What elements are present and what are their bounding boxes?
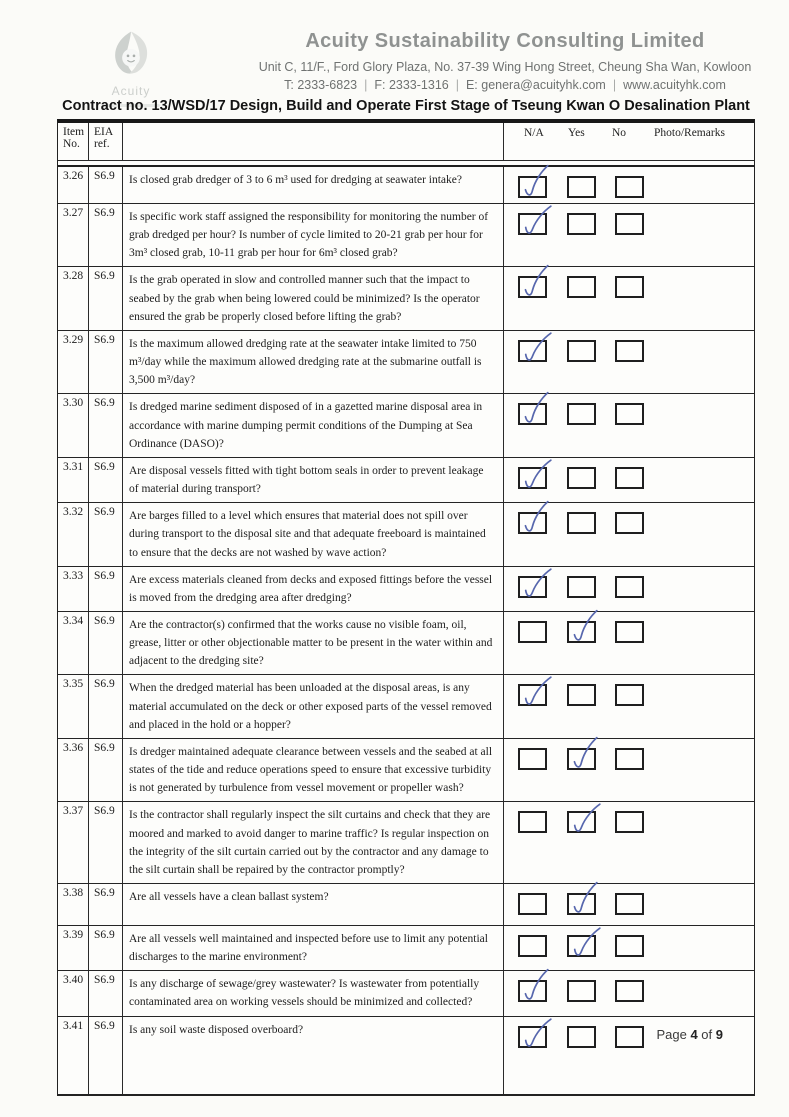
question-text: Are the contractor(s) confirmed that the works cause no visible foam, oil, grease, litter or other objectionable matter to be present in the water within and adjacent to the dredging site? [123,612,504,674]
checkbox-na[interactable] [518,213,547,235]
header-na: N/A [524,127,544,139]
check-mark-icon [521,675,553,713]
table-header-row [58,123,754,161]
company-address: Unit C, 11/F., Ford Glory Plaza, No. 37-39 Wing Hong Street, Cheung Sha Wan, Kowloon [258,60,752,74]
checkbox-no[interactable] [615,684,644,706]
checkbox-na[interactable] [518,340,547,362]
question-text: Is specific work staff assigned the responsibility for monitoring the number of grab dredged per hour? Is number of cycle limited to 20-21 grab per hour for 3m³ closed grab, 10-11 grab per hour for 6m³ closed grab? [123,204,504,266]
checkbox-no[interactable] [615,1026,644,1048]
checkbox-no[interactable] [615,467,644,489]
checkbox-no[interactable] [615,512,644,534]
question-text: When the dredged material has been unloaded at the disposal areas, is any material accumulated on the deck or other exposed parts of the vessel removed and placed in the hold or a hopper? [123,675,504,737]
letterhead [255,30,755,92]
answer-cell [504,567,754,611]
answer-cell [504,739,754,801]
eia-ref: S6.9 [89,331,123,393]
item-no: 3.39 [58,926,89,970]
table-row [58,884,754,926]
company-name: Acuity Sustainability Consulting Limited [305,30,705,52]
question-text: Are all vessels well maintained and inspected before use to limit any potential discharges to the marine environment? [123,926,504,970]
eia-ref: S6.9 [89,167,123,203]
check-mark-icon [521,1016,553,1054]
checkbox-na[interactable] [518,403,547,425]
item-no: 3.40 [58,971,89,1015]
table-row [58,1017,754,1094]
question-text: Is any soil waste disposed overboard? [123,1017,504,1094]
table-row [58,267,754,330]
checkbox-no[interactable] [615,935,644,957]
company-contacts [255,78,755,92]
answer-cell [504,675,754,737]
checkbox-no[interactable] [615,576,644,598]
checkbox-no[interactable] [615,213,644,235]
checkbox-yes[interactable] [567,403,596,425]
header-eia-ref: EIA ref. [89,123,123,160]
contact-separator: | [364,78,368,92]
eia-ref: S6.9 [89,204,123,266]
checkbox-yes[interactable] [567,176,596,198]
checkbox-yes[interactable] [567,276,596,298]
table-row [58,675,754,738]
checkbox-yes[interactable] [567,340,596,362]
checkbox-yes[interactable] [567,467,596,489]
check-mark-icon [521,566,553,604]
question-text: Are disposal vessels fitted with tight bottom seals in order to prevent leakage of material during transport? [123,458,504,502]
checkbox-yes[interactable] [567,684,596,706]
eia-ref: S6.9 [89,739,123,801]
item-no: 3.28 [58,267,89,329]
item-no: 3.37 [58,802,89,883]
check-mark-icon [569,881,601,919]
answer-cell [504,926,754,970]
answer-cell [504,802,754,883]
answer-cell [504,884,754,925]
table-row [58,802,754,884]
item-no: 3.41 [58,1017,89,1094]
checkbox-na[interactable] [518,935,547,957]
answer-cell [504,167,754,203]
item-no: 3.27 [58,204,89,266]
checkbox-na[interactable] [518,576,547,598]
question-text: Is the contractor shall regularly inspect the silt curtains and check that they are moored and marked to avoid danger to marine traffic? Is regular inspection on the integrity of the silt curtain carried out by the contractor and any damage to the silt curtain shall be repaired by the contractor promptly? [123,802,504,883]
eia-ref: S6.9 [89,971,123,1015]
page-number [656,1027,723,1042]
checkbox-no[interactable] [615,980,644,1002]
check-mark-icon [520,391,552,429]
header-answers [504,123,754,160]
phone: T: 2333-6823 [284,78,358,92]
logo-wordmark: Acuity [111,84,151,98]
table-row [58,971,754,1016]
eia-ref: S6.9 [89,394,123,456]
checkbox-na[interactable] [518,621,547,643]
item-no: 3.31 [58,458,89,502]
answer-cell [504,331,754,393]
check-mark-icon [569,609,601,647]
question-text: Are all vessels have a clean ballast system? [123,884,504,925]
check-mark-icon [570,925,602,963]
checkbox-yes[interactable] [567,893,596,915]
check-mark-icon [570,802,602,840]
table-row [58,458,754,503]
table-row [58,204,754,267]
question-text: Is any discharge of sewage/grey wastewater? Is wastewater from potentially contaminated area on working vessels should be minimized and collected? [123,971,504,1015]
check-mark-icon [520,968,552,1006]
acuity-leaf-logo-icon [103,26,159,82]
checkbox-na[interactable] [518,980,547,1002]
eia-ref: S6.9 [89,503,123,565]
check-mark-icon [520,164,552,202]
checkbox-yes[interactable] [567,621,596,643]
table-row [58,612,754,675]
checkbox-no[interactable] [615,403,644,425]
item-no: 3.26 [58,167,89,203]
item-no: 3.32 [58,503,89,565]
question-text: Is the grab operated in slow and controlled manner such that the impact to seabed by the grab when being lowered could be minimized? Is the operator ensured the grab be properly closed before lifting the grab? [123,267,504,329]
eia-ref: S6.9 [89,675,123,737]
checklist-table [57,119,755,1096]
checkbox-yes[interactable] [567,512,596,534]
footer-page-word: Page [656,1027,687,1042]
answer-cell [504,394,754,456]
item-no: 3.34 [58,612,89,674]
table-row [58,167,754,204]
checkbox-na[interactable] [518,748,547,770]
eia-ref: S6.9 [89,612,123,674]
checkbox-no[interactable] [615,811,644,833]
check-mark-icon [569,736,601,774]
checkbox-yes[interactable] [567,980,596,1002]
table-row [58,567,754,612]
item-no: 3.38 [58,884,89,925]
checkbox-no[interactable] [615,276,644,298]
eia-ref: S6.9 [89,926,123,970]
item-no: 3.30 [58,394,89,456]
answer-cell [504,458,754,502]
checkbox-no[interactable] [615,621,644,643]
checkbox-yes[interactable] [567,748,596,770]
checkbox-na[interactable] [518,276,547,298]
eia-ref: S6.9 [89,1017,123,1094]
question-text: Is closed grab dredger of 3 to 6 m³ used for dredging at seawater intake? [123,167,504,203]
table-row [58,331,754,394]
checkbox-no[interactable] [615,748,644,770]
header-photo-remarks: Photo/Remarks [654,127,725,139]
table-row [58,926,754,971]
checkbox-yes[interactable] [567,811,596,833]
checkbox-na[interactable] [518,1026,547,1048]
item-no: 3.33 [58,567,89,611]
website: www.acuityhk.com [623,78,726,92]
check-mark-icon [521,330,553,368]
check-mark-icon [520,264,552,302]
table-body [58,167,754,1094]
eia-ref: S6.9 [89,802,123,883]
table-row [58,503,754,566]
question-text: Are excess materials cleaned from decks and exposed fittings before the vessel is moved from the dredging area after dredging? [123,567,504,611]
document-title: Contract no. 13/WSD/17 Design, Build and Operate First Stage of Tseung Kwan O Desalination Plant [62,98,750,114]
checkbox-na[interactable] [518,176,547,198]
check-mark-icon [520,500,552,538]
eia-ref: S6.9 [89,567,123,611]
checkbox-no[interactable] [615,176,644,198]
company-logo [86,26,176,107]
footer-of-word: of [701,1027,713,1042]
item-no: 3.35 [58,675,89,737]
footer-total-pages: 9 [715,1027,723,1042]
header-yes: Yes [568,127,585,139]
contact-separator: | [612,78,617,92]
header-no: No [612,127,627,139]
checkbox-no[interactable] [615,340,644,362]
answer-cell [504,267,754,329]
table-row [58,739,754,802]
question-text: Are barges filled to a level which ensures that material does not spill over during transport to the disposal site and that adequate freeboard is maintained to ensure that the decks are not washed by wave action? [123,503,504,565]
checkbox-no[interactable] [615,893,644,915]
check-mark-icon [521,457,553,495]
header-item-no: Item No. [58,123,89,160]
checkbox-na[interactable] [518,811,547,833]
question-text: Is dredger maintained adequate clearance between vessels and the seabed at all states of the tide and reduce operations speed to ensure that excessive turbidity is not generated by turbulence from vessel movement or propeller wash? [123,739,504,801]
checkbox-na[interactable] [518,467,547,489]
checkbox-na[interactable] [518,512,547,534]
header-question [123,123,504,160]
checkbox-na[interactable] [518,893,547,915]
check-mark-icon [521,203,553,241]
question-text: Is the maximum allowed dredging rate at the seawater intake limited to 750 m³/day while the maximum allowed dredging rate at the submarine outfall is 3,500 m³/day? [123,331,504,393]
answer-cell [504,971,754,1015]
item-no: 3.29 [58,331,89,393]
table-row [58,394,754,457]
answer-cell [504,503,754,565]
checkbox-yes[interactable] [567,935,596,957]
answer-cell [504,204,754,266]
contact-separator: | [455,78,459,92]
checkbox-yes[interactable] [567,213,596,235]
checkbox-yes[interactable] [567,1026,596,1048]
footer-page-number: 4 [690,1027,698,1042]
item-no: 3.36 [58,739,89,801]
email: E: genera@acuityhk.com [465,78,606,92]
eia-ref: S6.9 [89,458,123,502]
eia-ref: S6.9 [89,267,123,329]
question-text: Is dredged marine sediment disposed of in a gazetted marine disposal area in accordance with marine dumping permit conditions of the Dumping at Sea Ordinance (DASO)? [123,394,504,456]
checkbox-na[interactable] [518,684,547,706]
eia-ref: S6.9 [89,884,123,925]
fax: F: 2333-1316 [374,78,449,92]
answer-cell [504,612,754,674]
checkbox-yes[interactable] [567,576,596,598]
